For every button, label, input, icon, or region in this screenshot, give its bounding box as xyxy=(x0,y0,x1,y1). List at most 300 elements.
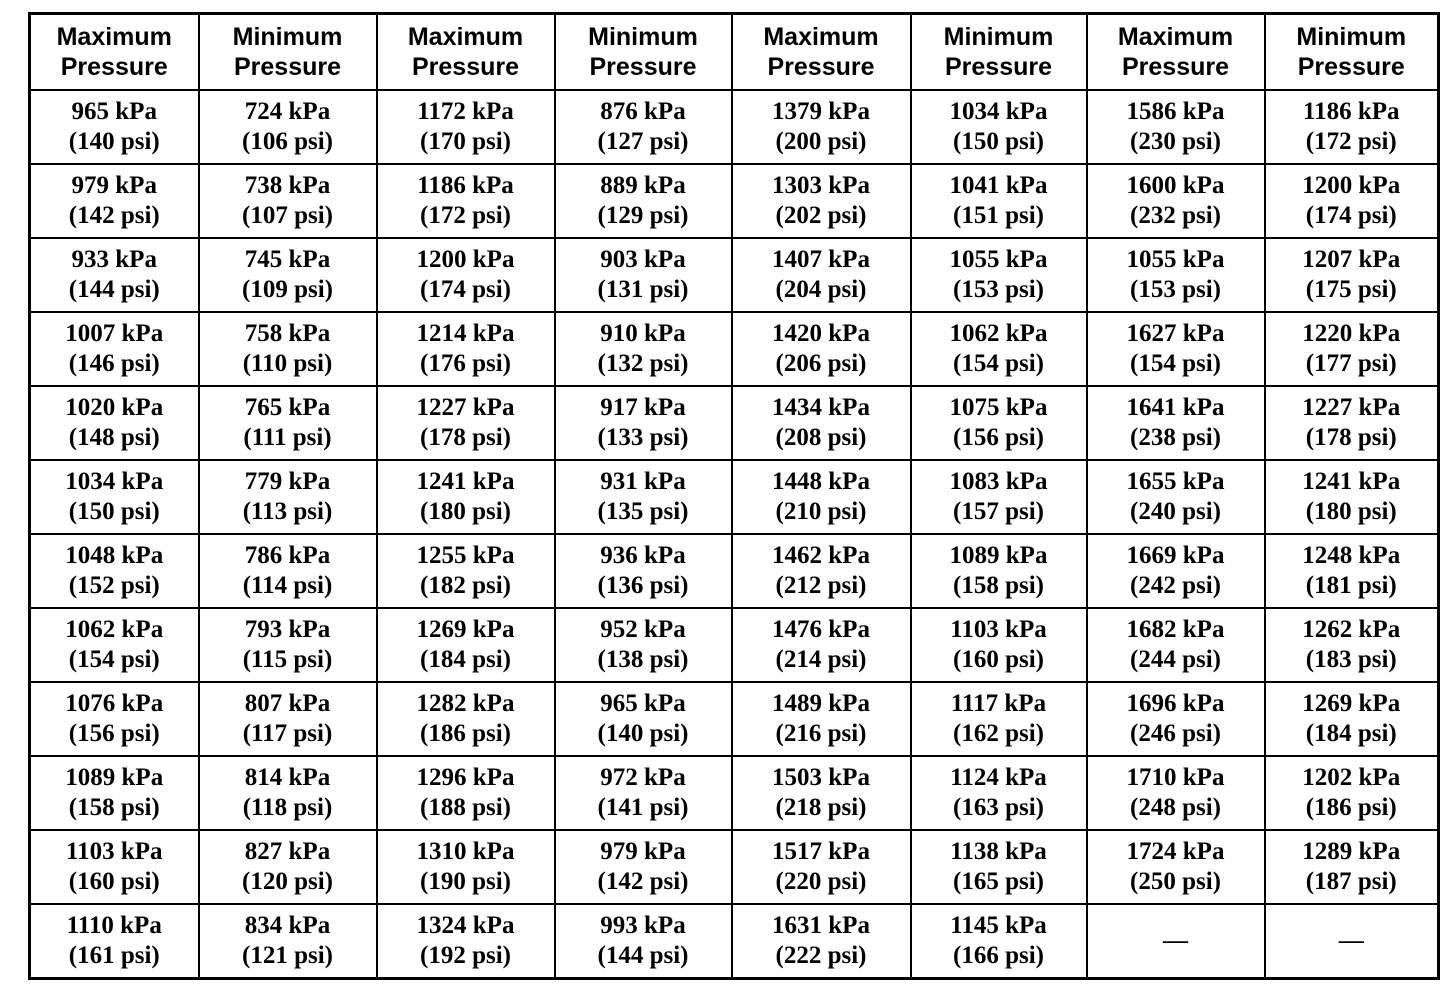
table-row xyxy=(30,756,1439,830)
psi-value: (212 psi) xyxy=(775,572,867,599)
pressure-cell xyxy=(555,238,732,312)
pressure-cell xyxy=(1087,90,1265,164)
pressure-cell xyxy=(30,90,199,164)
psi-value: (120 psi) xyxy=(242,868,333,895)
kpa-value: 1207 kPa xyxy=(1302,246,1401,273)
kpa-value: 1186 kPa xyxy=(417,172,514,199)
kpa-value: 933 kPa xyxy=(71,246,157,273)
kpa-value: 1124 kPa xyxy=(950,764,1047,791)
pressure-cell xyxy=(732,756,911,830)
pressure-cell xyxy=(555,90,732,164)
kpa-value: 1476 kPa xyxy=(772,616,870,643)
psi-value: (153 psi) xyxy=(953,276,1044,303)
pressure-cell xyxy=(911,312,1087,386)
psi-value: (142 psi) xyxy=(597,868,689,895)
pressure-cell xyxy=(911,90,1087,164)
pressure-cell xyxy=(377,460,555,534)
pressure-cell xyxy=(199,90,377,164)
psi-value: (146 psi) xyxy=(68,350,160,377)
kpa-value: 1103 kPa xyxy=(950,616,1047,643)
pressure-cell xyxy=(377,386,555,460)
psi-value: (140 psi) xyxy=(597,720,689,747)
kpa-value: 1682 kPa xyxy=(1126,616,1225,643)
kpa-value: 1641 kPa xyxy=(1126,394,1225,421)
pressure-cell xyxy=(555,682,732,756)
kpa-value: 993 kPa xyxy=(600,912,686,939)
pressure-cell xyxy=(555,164,732,238)
pressure-cell xyxy=(732,682,911,756)
psi-value: (180 psi) xyxy=(1305,498,1397,525)
psi-value: (186 psi) xyxy=(420,720,511,747)
pressure-cell xyxy=(199,534,377,608)
psi-value: (144 psi) xyxy=(597,942,689,969)
pressure-cell xyxy=(377,608,555,682)
kpa-value: 1503 kPa xyxy=(772,764,870,791)
column-header xyxy=(199,14,377,91)
kpa-value: 1517 kPa xyxy=(772,838,870,865)
psi-value: (154 psi) xyxy=(953,350,1044,377)
pressure-cell xyxy=(377,534,555,608)
psi-value: (172 psi) xyxy=(420,202,511,229)
kpa-value: 1407 kPa xyxy=(772,246,870,273)
psi-value: (117 psi) xyxy=(242,720,333,747)
kpa-value: 1420 kPa xyxy=(772,320,870,347)
psi-value: (183 psi) xyxy=(1305,646,1397,673)
kpa-value: 1089 kPa xyxy=(949,542,1048,569)
pressure-cell xyxy=(1087,386,1265,460)
pressure-cell xyxy=(911,904,1087,979)
column-header xyxy=(1265,14,1439,91)
psi-value: (240 psi) xyxy=(1130,498,1221,525)
psi-value: (160 psi) xyxy=(68,868,160,895)
kpa-value: 1269 kPa xyxy=(1302,690,1401,717)
kpa-value: 1186 kPa xyxy=(1302,98,1400,125)
empty-value-dash: — xyxy=(1163,927,1188,954)
kpa-value: 965 kPa xyxy=(600,690,686,717)
kpa-value: 1145 kPa xyxy=(950,912,1047,939)
kpa-value: 779 kPa xyxy=(244,468,331,495)
header-sublabel: Pressure xyxy=(233,53,342,81)
psi-value: (144 psi) xyxy=(68,276,160,303)
kpa-value: 1600 kPa xyxy=(1126,172,1225,199)
psi-value: (109 psi) xyxy=(242,276,333,303)
kpa-value: 936 kPa xyxy=(600,542,686,569)
kpa-value: 1089 kPa xyxy=(65,764,164,791)
psi-value: (129 psi) xyxy=(597,202,689,229)
psi-value: (244 psi) xyxy=(1130,646,1221,673)
kpa-value: 1586 kPa xyxy=(1126,98,1225,125)
kpa-value: 1172 kPa xyxy=(417,98,514,125)
psi-value: (110 psi) xyxy=(242,350,333,377)
psi-value: (153 psi) xyxy=(1130,276,1221,303)
pressure-cell xyxy=(1087,904,1265,979)
pressure-cell xyxy=(555,756,732,830)
pressure-cell xyxy=(732,608,911,682)
pressure-cell xyxy=(732,830,911,904)
table-row xyxy=(30,682,1439,756)
psi-value: (230 psi) xyxy=(1130,128,1221,155)
pressure-cell xyxy=(555,386,732,460)
psi-value: (154 psi) xyxy=(1130,350,1221,377)
psi-value: (182 psi) xyxy=(420,572,511,599)
column-header xyxy=(555,14,732,91)
psi-value: (140 psi) xyxy=(68,128,160,155)
pressure-cell xyxy=(1087,312,1265,386)
pressure-cell xyxy=(1265,904,1439,979)
psi-value: (160 psi) xyxy=(953,646,1044,673)
kpa-value: 834 kPa xyxy=(244,912,331,939)
kpa-value: 1489 kPa xyxy=(772,690,870,717)
pressure-cell xyxy=(377,904,555,979)
psi-value: (142 psi) xyxy=(68,202,160,229)
psi-value: (174 psi) xyxy=(1305,202,1397,229)
pressure-cell xyxy=(732,238,911,312)
column-header xyxy=(732,14,911,91)
psi-value: (218 psi) xyxy=(775,794,867,821)
psi-value: (138 psi) xyxy=(597,646,689,673)
psi-value: (187 psi) xyxy=(1305,868,1397,895)
kpa-value: 1227 kPa xyxy=(416,394,515,421)
pressure-cell xyxy=(732,460,911,534)
kpa-value: 758 kPa xyxy=(244,320,331,347)
kpa-value: 1241 kPa xyxy=(416,468,515,495)
kpa-value: 1227 kPa xyxy=(1302,394,1401,421)
psi-value: (178 psi) xyxy=(1305,424,1397,451)
pressure-cell xyxy=(911,534,1087,608)
psi-value: (161 psi) xyxy=(68,942,160,969)
kpa-value: 952 kPa xyxy=(600,616,686,643)
pressure-cell xyxy=(1087,460,1265,534)
psi-value: (107 psi) xyxy=(242,202,333,229)
kpa-value: 1007 kPa xyxy=(65,320,164,347)
pressure-cell xyxy=(377,238,555,312)
psi-value: (141 psi) xyxy=(597,794,689,821)
psi-value: (163 psi) xyxy=(953,794,1044,821)
pressure-cell xyxy=(377,164,555,238)
psi-value: (175 psi) xyxy=(1305,276,1397,303)
kpa-value: 1303 kPa xyxy=(772,172,870,199)
psi-value: (208 psi) xyxy=(775,424,867,451)
pressure-cell xyxy=(1265,386,1439,460)
header-sublabel: Pressure xyxy=(589,53,697,81)
header-label: Minimum xyxy=(943,23,1054,51)
pressure-cell xyxy=(377,90,555,164)
pressure-cell xyxy=(1265,164,1439,238)
kpa-value: 903 kPa xyxy=(600,246,686,273)
table-row xyxy=(30,460,1439,534)
pressure-cell xyxy=(911,238,1087,312)
pressure-cell xyxy=(911,460,1087,534)
psi-value: (174 psi) xyxy=(420,276,511,303)
pressure-cell xyxy=(1087,682,1265,756)
kpa-value: 1103 kPa xyxy=(65,838,163,865)
pressure-cell xyxy=(30,238,199,312)
psi-value: (181 psi) xyxy=(1305,572,1397,599)
header-sublabel: Pressure xyxy=(1121,53,1230,81)
psi-value: (172 psi) xyxy=(1305,128,1397,155)
kpa-value: 1034 kPa xyxy=(65,468,164,495)
header-label: Minimum xyxy=(588,23,698,51)
header-label: Minimum xyxy=(232,23,343,51)
pressure-cell xyxy=(1265,312,1439,386)
pressure-cell xyxy=(555,534,732,608)
psi-value: (131 psi) xyxy=(597,276,689,303)
kpa-value: 793 kPa xyxy=(244,616,331,643)
psi-value: (150 psi) xyxy=(953,128,1044,155)
kpa-value: 1289 kPa xyxy=(1302,838,1401,865)
psi-value: (250 psi) xyxy=(1130,868,1221,895)
pressure-cell xyxy=(30,756,199,830)
psi-value: (238 psi) xyxy=(1130,424,1221,451)
psi-value: (127 psi) xyxy=(597,128,689,155)
psi-value: (178 psi) xyxy=(420,424,511,451)
psi-value: (177 psi) xyxy=(1305,350,1397,377)
header-sublabel: Pressure xyxy=(60,53,168,81)
pressure-cell xyxy=(199,682,377,756)
pressure-cell xyxy=(30,904,199,979)
psi-value: (232 psi) xyxy=(1130,202,1221,229)
pressure-cell xyxy=(732,312,911,386)
psi-value: (190 psi) xyxy=(420,868,511,895)
psi-value: (166 psi) xyxy=(953,942,1044,969)
table-row xyxy=(30,386,1439,460)
table-row xyxy=(30,904,1439,979)
psi-value: (156 psi) xyxy=(68,720,160,747)
kpa-value: 1214 kPa xyxy=(416,320,515,347)
pressure-cell xyxy=(732,90,911,164)
pressure-cell xyxy=(30,312,199,386)
psi-value: (214 psi) xyxy=(775,646,867,673)
pressure-table xyxy=(28,12,1440,980)
header-label: Maximum xyxy=(56,23,172,51)
psi-value: (106 psi) xyxy=(242,128,333,155)
header-label: Minimum xyxy=(1296,23,1407,51)
pressure-cell xyxy=(555,312,732,386)
table-body xyxy=(30,90,1439,979)
kpa-value: 738 kPa xyxy=(244,172,331,199)
kpa-value: 1076 kPa xyxy=(65,690,164,717)
psi-value: (188 psi) xyxy=(420,794,511,821)
pressure-cell xyxy=(199,238,377,312)
kpa-value: 889 kPa xyxy=(600,172,686,199)
psi-value: (184 psi) xyxy=(420,646,511,673)
kpa-value: 765 kPa xyxy=(244,394,331,421)
pressure-cell xyxy=(1265,90,1439,164)
psi-value: (150 psi) xyxy=(68,498,160,525)
psi-value: (158 psi) xyxy=(68,794,160,821)
kpa-value: 1034 kPa xyxy=(949,98,1048,125)
kpa-value: 1631 kPa xyxy=(772,912,870,939)
header-sublabel: Pressure xyxy=(411,53,520,81)
header-sublabel: Pressure xyxy=(767,53,875,81)
psi-value: (220 psi) xyxy=(775,868,867,895)
psi-value: (111 psi) xyxy=(243,424,332,451)
pressure-cell xyxy=(911,608,1087,682)
pressure-cell xyxy=(911,386,1087,460)
header-label: Maximum xyxy=(763,23,879,51)
empty-value-dash: — xyxy=(1338,927,1364,954)
pressure-cell xyxy=(911,682,1087,756)
psi-value: (115 psi) xyxy=(242,646,333,673)
header-label: Maximum xyxy=(1117,23,1234,51)
pressure-cell xyxy=(199,830,377,904)
pressure-cell xyxy=(199,386,377,460)
kpa-value: 1138 kPa xyxy=(950,838,1047,865)
psi-value: (202 psi) xyxy=(775,202,867,229)
pressure-cell xyxy=(555,608,732,682)
psi-value: (180 psi) xyxy=(420,498,511,525)
kpa-value: 917 kPa xyxy=(600,394,686,421)
kpa-value: 1434 kPa xyxy=(772,394,870,421)
pressure-cell xyxy=(199,460,377,534)
pressure-cell xyxy=(199,608,377,682)
kpa-value: 1255 kPa xyxy=(416,542,515,569)
kpa-value: 807 kPa xyxy=(244,690,331,717)
kpa-value: 1083 kPa xyxy=(949,468,1048,495)
pressure-cell xyxy=(1265,238,1439,312)
kpa-value: 1248 kPa xyxy=(1302,542,1401,569)
pressure-cell xyxy=(732,904,911,979)
kpa-value: 1055 kPa xyxy=(949,246,1048,273)
pressure-cell xyxy=(377,682,555,756)
kpa-value: 1020 kPa xyxy=(65,394,164,421)
table-row xyxy=(30,238,1439,312)
kpa-value: 1696 kPa xyxy=(1126,690,1225,717)
pressure-cell xyxy=(199,904,377,979)
psi-value: (176 psi) xyxy=(420,350,511,377)
psi-value: (222 psi) xyxy=(775,942,867,969)
kpa-value: 1055 kPa xyxy=(1126,246,1225,273)
kpa-value: 1448 kPa xyxy=(772,468,870,495)
psi-value: (132 psi) xyxy=(597,350,689,377)
pressure-cell xyxy=(732,534,911,608)
kpa-value: 1062 kPa xyxy=(949,320,1048,347)
kpa-value: 1669 kPa xyxy=(1126,542,1225,569)
pressure-cell xyxy=(1265,534,1439,608)
column-header xyxy=(30,14,199,91)
kpa-value: 1241 kPa xyxy=(1302,468,1401,495)
psi-value: (133 psi) xyxy=(597,424,689,451)
kpa-value: 972 kPa xyxy=(600,764,686,791)
header-label: Maximum xyxy=(407,23,524,51)
pressure-cell xyxy=(30,830,199,904)
psi-value: (184 psi) xyxy=(1305,720,1397,747)
kpa-value: 876 kPa xyxy=(600,98,686,125)
kpa-value: 1048 kPa xyxy=(65,542,164,569)
column-header xyxy=(1087,14,1265,91)
pressure-cell xyxy=(30,534,199,608)
psi-value: (246 psi) xyxy=(1130,720,1221,747)
kpa-value: 979 kPa xyxy=(71,172,157,199)
psi-value: (157 psi) xyxy=(953,498,1044,525)
pressure-cell xyxy=(555,904,732,979)
kpa-value: 1710 kPa xyxy=(1126,764,1225,791)
kpa-value: 1296 kPa xyxy=(416,764,515,791)
kpa-value: 1062 kPa xyxy=(65,616,164,643)
psi-value: (186 psi) xyxy=(1305,794,1397,821)
psi-value: (165 psi) xyxy=(953,868,1044,895)
column-header xyxy=(377,14,555,91)
pressure-cell xyxy=(1087,830,1265,904)
kpa-value: 745 kPa xyxy=(244,246,331,273)
psi-value: (151 psi) xyxy=(953,202,1044,229)
psi-value: (204 psi) xyxy=(775,276,867,303)
kpa-value: 1724 kPa xyxy=(1126,838,1225,865)
kpa-value: 965 kPa xyxy=(71,98,157,125)
table-row xyxy=(30,534,1439,608)
pressure-cell xyxy=(911,756,1087,830)
pressure-cell xyxy=(199,756,377,830)
psi-value: (206 psi) xyxy=(775,350,867,377)
kpa-value: 1310 kPa xyxy=(416,838,515,865)
psi-value: (162 psi) xyxy=(953,720,1044,747)
pressure-cell xyxy=(1087,534,1265,608)
kpa-value: 1041 kPa xyxy=(949,172,1048,199)
kpa-value: 1110 kPa xyxy=(66,912,162,939)
header-row xyxy=(30,14,1439,91)
kpa-value: 1462 kPa xyxy=(772,542,870,569)
pressure-cell xyxy=(1087,164,1265,238)
pressure-cell xyxy=(377,830,555,904)
pressure-cell xyxy=(30,164,199,238)
psi-value: (248 psi) xyxy=(1130,794,1221,821)
kpa-value: 1200 kPa xyxy=(416,246,515,273)
pressure-cell xyxy=(199,164,377,238)
column-header xyxy=(911,14,1087,91)
kpa-value: 814 kPa xyxy=(244,764,331,791)
kpa-value: 1202 kPa xyxy=(1302,764,1401,791)
kpa-value: 1075 kPa xyxy=(949,394,1048,421)
pressure-cell xyxy=(377,756,555,830)
table-row xyxy=(30,164,1439,238)
kpa-value: 1324 kPa xyxy=(416,912,515,939)
kpa-value: 1262 kPa xyxy=(1302,616,1401,643)
table-row xyxy=(30,312,1439,386)
pressure-cell xyxy=(1087,608,1265,682)
kpa-value: 910 kPa xyxy=(600,320,686,347)
pressure-cell xyxy=(199,312,377,386)
kpa-value: 1220 kPa xyxy=(1302,320,1401,347)
psi-value: (216 psi) xyxy=(775,720,867,747)
kpa-value: 979 kPa xyxy=(600,838,686,865)
psi-value: (135 psi) xyxy=(597,498,689,525)
kpa-value: 1379 kPa xyxy=(772,98,870,125)
pressure-cell xyxy=(1265,682,1439,756)
psi-value: (192 psi) xyxy=(420,942,511,969)
header-sublabel: Pressure xyxy=(944,53,1053,81)
psi-value: (148 psi) xyxy=(68,424,160,451)
psi-value: (156 psi) xyxy=(953,424,1044,451)
psi-value: (118 psi) xyxy=(242,794,333,821)
psi-value: (114 psi) xyxy=(242,572,333,599)
pressure-cell xyxy=(555,830,732,904)
pressure-cell xyxy=(911,164,1087,238)
kpa-value: 724 kPa xyxy=(244,98,331,125)
kpa-value: 1200 kPa xyxy=(1302,172,1401,199)
pressure-cell xyxy=(911,830,1087,904)
psi-value: (152 psi) xyxy=(68,572,160,599)
pressure-cell xyxy=(732,164,911,238)
pressure-cell xyxy=(1087,238,1265,312)
psi-value: (242 psi) xyxy=(1130,572,1221,599)
table-row xyxy=(30,830,1439,904)
pressure-cell xyxy=(377,312,555,386)
pressure-cell xyxy=(1087,756,1265,830)
kpa-value: 1269 kPa xyxy=(416,616,515,643)
kpa-value: 827 kPa xyxy=(244,838,331,865)
psi-value: (136 psi) xyxy=(597,572,689,599)
kpa-value: 1655 kPa xyxy=(1126,468,1225,495)
